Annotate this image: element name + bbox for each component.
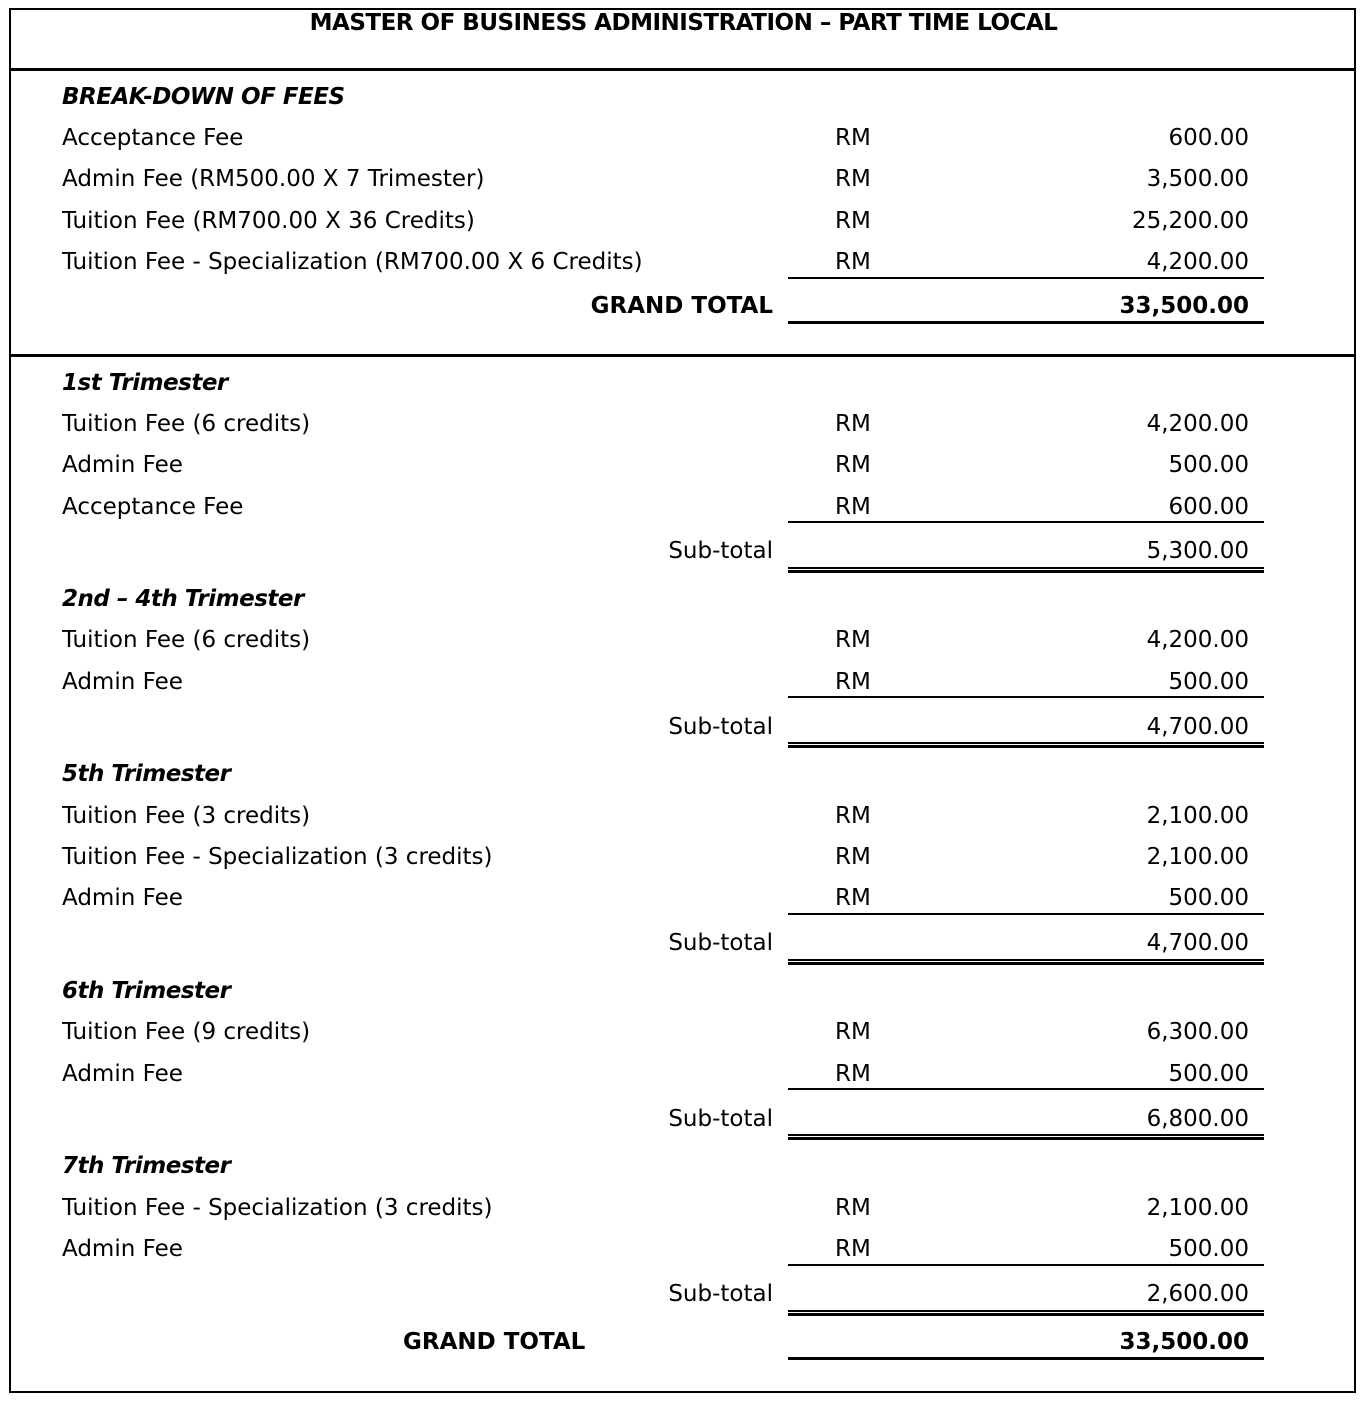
trimester-heading: 7th Trimester bbox=[62, 1153, 231, 1179]
fee-amount: 500.00 bbox=[1168, 1061, 1249, 1087]
subtotal-amount: 4,700.00 bbox=[1146, 714, 1249, 740]
underline bbox=[788, 1264, 1264, 1266]
fee-amount: 600.00 bbox=[1168, 125, 1249, 151]
fee-amount: 4,200.00 bbox=[1146, 249, 1249, 275]
double-underline bbox=[788, 1310, 1264, 1316]
underline bbox=[788, 1357, 1264, 1360]
divider bbox=[9, 68, 1356, 71]
subtotal-label: Sub-total bbox=[668, 1106, 773, 1132]
double-underline bbox=[788, 1134, 1264, 1140]
underline bbox=[788, 1088, 1264, 1090]
currency: RM bbox=[835, 1061, 871, 1087]
subtotal-row bbox=[0, 1106, 1367, 1136]
fee-label: Tuition Fee (9 credits) bbox=[62, 1019, 311, 1045]
final-grand-total-row bbox=[0, 1329, 1367, 1359]
trimester-heading: 2nd – 4th Trimester bbox=[62, 586, 304, 612]
currency: RM bbox=[835, 844, 871, 870]
grand-total-row bbox=[0, 293, 1367, 323]
trimester-heading: 1st Trimester bbox=[62, 370, 228, 396]
double-underline bbox=[788, 742, 1264, 748]
fee-label: Tuition Fee (6 credits) bbox=[62, 411, 311, 437]
underline bbox=[788, 321, 1264, 324]
fee-row bbox=[0, 844, 1367, 874]
subtotal-row bbox=[0, 538, 1367, 568]
fee-row bbox=[0, 803, 1367, 833]
fee-amount: 4,200.00 bbox=[1146, 411, 1249, 437]
fee-row bbox=[0, 1019, 1367, 1049]
fee-row bbox=[0, 452, 1367, 482]
currency: RM bbox=[835, 208, 871, 234]
fee-row bbox=[0, 1236, 1367, 1266]
subtotal-amount: 6,800.00 bbox=[1146, 1106, 1249, 1132]
currency: RM bbox=[835, 1236, 871, 1262]
subtotal-label: Sub-total bbox=[668, 538, 773, 564]
fee-row bbox=[0, 1195, 1367, 1225]
fee-label: Admin Fee bbox=[62, 885, 183, 911]
fee-label: Admin Fee (RM500.00 X 7 Trimester) bbox=[62, 166, 485, 192]
fee-amount: 500.00 bbox=[1168, 669, 1249, 695]
subtotal-label: Sub-total bbox=[668, 1281, 773, 1307]
fee-label: Admin Fee bbox=[62, 1061, 183, 1087]
fee-row bbox=[0, 249, 1367, 279]
subtotal-amount: 2,600.00 bbox=[1146, 1281, 1249, 1307]
subtotal-row bbox=[0, 714, 1367, 744]
currency: RM bbox=[835, 1195, 871, 1221]
fee-amount: 600.00 bbox=[1168, 494, 1249, 520]
currency: RM bbox=[835, 885, 871, 911]
subtotal-row bbox=[0, 930, 1367, 960]
fee-label: Acceptance Fee bbox=[62, 125, 244, 151]
currency: RM bbox=[835, 249, 871, 275]
fee-row bbox=[0, 208, 1367, 238]
fee-label: Acceptance Fee bbox=[62, 494, 244, 520]
fee-amount: 3,500.00 bbox=[1146, 166, 1249, 192]
currency: RM bbox=[835, 125, 871, 151]
fee-row bbox=[0, 1061, 1367, 1091]
fee-amount: 500.00 bbox=[1168, 885, 1249, 911]
page-title: MASTER OF BUSINESS ADMINISTRATION – PART TIME LOCAL bbox=[309, 10, 1058, 36]
section-heading: BREAK-DOWN OF FEES bbox=[62, 84, 345, 110]
fee-row bbox=[0, 669, 1367, 699]
grand-total-label: GRAND TOTAL bbox=[590, 293, 773, 319]
subtotal-amount: 5,300.00 bbox=[1146, 538, 1249, 564]
double-underline bbox=[788, 959, 1264, 965]
fee-amount: 2,100.00 bbox=[1146, 844, 1249, 870]
fee-amount: 4,200.00 bbox=[1146, 627, 1249, 653]
currency: RM bbox=[835, 627, 871, 653]
grand-total-amount: 33,500.00 bbox=[1119, 293, 1249, 319]
fee-label: Tuition Fee - Specialization (3 credits) bbox=[62, 1195, 493, 1221]
fee-amount: 2,100.00 bbox=[1146, 1195, 1249, 1221]
fee-label: Tuition Fee - Specialization (3 credits) bbox=[62, 844, 493, 870]
currency: RM bbox=[835, 494, 871, 520]
fee-label: Tuition Fee (RM700.00 X 36 Credits) bbox=[62, 208, 475, 234]
grand-total-amount: 33,500.00 bbox=[1119, 1329, 1249, 1355]
fee-row bbox=[0, 166, 1367, 196]
fee-label: Tuition Fee - Specialization (RM700.00 X 6 Credits) bbox=[62, 249, 643, 275]
fee-amount: 2,100.00 bbox=[1146, 803, 1249, 829]
subtotal-amount: 4,700.00 bbox=[1146, 930, 1249, 956]
currency: RM bbox=[835, 803, 871, 829]
fee-amount: 25,200.00 bbox=[1131, 208, 1249, 234]
currency: RM bbox=[835, 166, 871, 192]
underline bbox=[788, 277, 1264, 279]
fee-label: Admin Fee bbox=[62, 669, 183, 695]
fee-label: Admin Fee bbox=[62, 452, 183, 478]
underline bbox=[788, 696, 1264, 698]
currency: RM bbox=[835, 411, 871, 437]
fee-amount: 6,300.00 bbox=[1146, 1019, 1249, 1045]
currency: RM bbox=[835, 669, 871, 695]
subtotal-label: Sub-total bbox=[668, 930, 773, 956]
grand-total-label: GRAND TOTAL bbox=[403, 1329, 586, 1355]
double-underline bbox=[788, 567, 1264, 573]
currency: RM bbox=[835, 452, 871, 478]
fee-row bbox=[0, 411, 1367, 441]
trimester-heading: 6th Trimester bbox=[62, 978, 231, 1004]
fee-row bbox=[0, 125, 1367, 155]
trimester-heading: 5th Trimester bbox=[62, 761, 231, 787]
fee-row bbox=[0, 494, 1367, 524]
fee-amount: 500.00 bbox=[1168, 1236, 1249, 1262]
underline bbox=[788, 913, 1264, 915]
fee-row bbox=[0, 627, 1367, 657]
subtotal-row bbox=[0, 1281, 1367, 1311]
fee-label: Admin Fee bbox=[62, 1236, 183, 1262]
subtotal-label: Sub-total bbox=[668, 714, 773, 740]
currency: RM bbox=[835, 1019, 871, 1045]
fee-label: Tuition Fee (6 credits) bbox=[62, 627, 311, 653]
underline bbox=[788, 521, 1264, 523]
fee-label: Tuition Fee (3 credits) bbox=[62, 803, 311, 829]
divider bbox=[9, 354, 1356, 357]
fee-amount: 500.00 bbox=[1168, 452, 1249, 478]
fee-row bbox=[0, 885, 1367, 915]
